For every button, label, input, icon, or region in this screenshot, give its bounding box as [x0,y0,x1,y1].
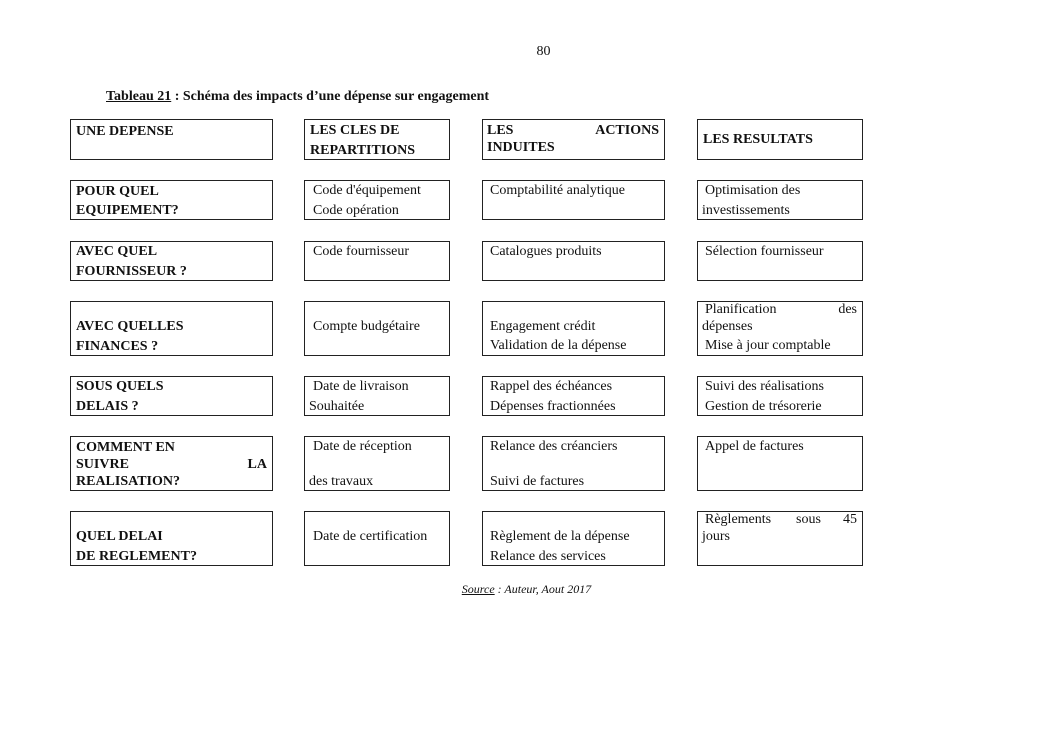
header-resultats [697,119,863,160]
cell-line: FINANCES ? [76,339,159,354]
cell-line: Suivi des réalisations [705,379,824,394]
cles-cell [304,511,450,566]
cell-line: DELAIS ? [76,399,139,414]
page-number: 80 [536,44,551,59]
cell-line: POUR QUEL [76,184,159,199]
cles-cell [304,436,450,491]
cell-line: LA [247,457,267,472]
cles-cell [304,180,450,220]
cell-line: SUIVRE [76,457,129,472]
cell-line: DE REGLEMENT? [76,549,197,564]
cell-line: Compte budgétaire [313,319,420,334]
cell-line: Validation de la dépense [490,338,627,353]
resultats-cell [697,180,863,220]
cell-line: Engagement crédit [490,319,596,334]
cell-line: investissements [702,203,790,218]
header-cles-line: REPARTITIONS [310,143,416,158]
question-cell [70,376,273,416]
cell-line: Catalogues produits [490,244,602,259]
cell-line: COMMENT EN [76,440,175,455]
cell-line: Suivi de factures [490,474,585,489]
caption-text: : Schéma des impacts d’une dépense sur engagement [171,89,490,104]
cell-line: Optimisation des [705,183,801,198]
resultats-cell [697,376,863,416]
header-actions-word: ACTIONS [595,123,659,138]
caption-label: Tableau 21 [106,89,172,104]
cles-cell [304,241,450,281]
cell-line: Relance des créanciers [490,439,618,454]
cell-line: Rappel des échéances [490,379,613,394]
cell-line: Mise à jour comptable [705,338,831,353]
actions-cell [482,436,665,491]
header-cles-line: LES CLES DE [310,123,400,138]
cell-line: sous [796,512,821,527]
cell-line: Planification [705,302,777,317]
actions-cell [482,180,665,220]
cell-line: QUEL DELAI [76,529,163,544]
cell-line: dépenses [702,319,753,334]
cell-line: Date de réception [313,439,412,454]
resultats-cell [697,241,863,281]
cell-line: Comptabilité analytique [490,183,625,198]
table-caption [106,89,489,105]
cell-line: jours [702,529,730,544]
source-label: Source [461,582,495,596]
cell-line: Souhaitée [309,399,365,414]
cell-line: Règlements [705,512,772,527]
cell-line: SOUS QUELS [76,379,164,394]
question-cell [70,301,273,356]
question-cell [70,436,273,491]
cell-line: Sélection fournisseur [705,244,824,259]
header-cles [304,119,450,160]
header-depense-line: UNE DEPENSE [76,124,174,139]
header-depense [70,119,273,160]
cell-line: AVEC QUELLES [76,319,184,334]
actions-cell [482,241,665,281]
actions-cell [482,301,665,356]
resultats-cell [697,511,863,566]
cell-line: AVEC QUEL [76,244,158,259]
header-actions-line: INDUITES [487,140,555,155]
cell-line: REALISATION? [76,474,180,489]
cell-line: Relance des services [490,549,606,564]
cell-line: Gestion de trésorerie [705,399,822,414]
cell-line: Code fournisseur [313,244,410,259]
question-cell [70,511,273,566]
cell-line: Appel de factures [705,439,804,454]
question-cell [70,241,273,281]
cell-line: Date de certification [313,529,428,544]
resultats-cell [697,436,863,491]
question-cell [70,180,273,220]
cell-line: Règlement de la dépense [490,529,630,544]
header-actions [482,119,665,160]
cles-cell [304,301,450,356]
actions-cell [482,376,665,416]
cell-line: des [838,302,857,317]
cell-line: EQUIPEMENT? [76,203,179,218]
cell-line: 45 [843,512,857,527]
cell-line: Code opération [313,203,399,218]
cell-line: Code d'équipement [313,183,421,198]
source-note [0,582,1053,597]
cles-cell [304,376,450,416]
cell-line: des travaux [309,474,374,489]
header-resultats-line: LES RESULTATS [703,132,813,147]
cell-line: Dépenses fractionnées [490,399,616,414]
cell-line: FOURNISSEUR ? [76,264,187,279]
source-text: : Auteur, Aout 2017 [494,582,592,596]
resultats-cell [697,301,863,356]
cell-line: Date de livraison [313,379,409,394]
header-actions-word: LES [487,123,514,138]
actions-cell [482,511,665,566]
